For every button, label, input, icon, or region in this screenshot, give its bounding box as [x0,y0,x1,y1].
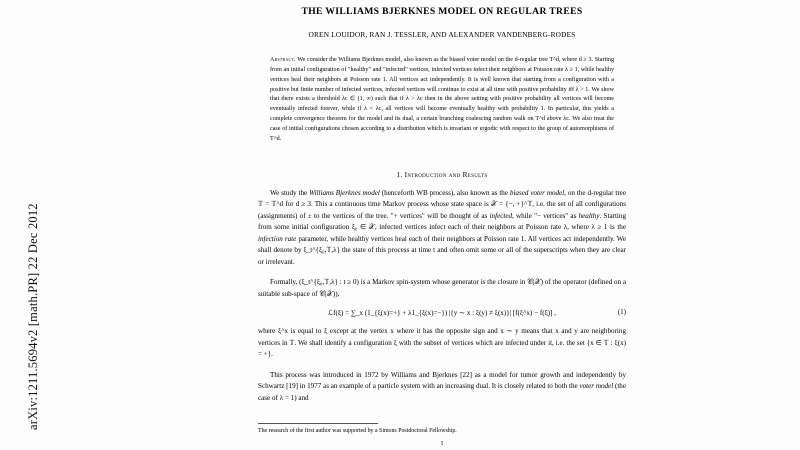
equation-number: (1) [617,308,626,317]
footnote-text: The research of the first author was supported by a Simons Postdoctoral Fellowship. [258,428,457,435]
page-title: THE WILLIAMS BJERKNES MODEL ON REGULAR TREES [301,6,583,17]
author-list: OREN LOUIDOR, RAN J. TESSLER, AND ALEXANDER VANDENBERG-RODES [308,30,576,39]
paragraph-4: This process was introduced in 1972 by Williams and Bjerknes [22] as a model for tumor growth and independently by Schwartz [19] in 1977 as an example of a particle system with an increasing dual. It is closely related to both the voter model (the case of λ = 1) and [258,370,626,402]
paragraph-2: Formally, (ξ_t^{ξ₀,𝕋,λ} : t ≥ 0) is a Markov spin-system whose generator is the closure in 𝒞(𝒳) of the operator (defined on a suitable sub-space of 𝒞(𝒳)), [258,278,626,298]
arxiv-stamp [0,0,40,450]
section-title: Introduction and Results [404,170,488,179]
abstract-text: We consider the Williams Bjerknes model, also known as the biased voter model on the d-regular tree T^d, where d ≥ 3. Starting from an initial configuration of "healthy" and "infected" vertices, infected vertices infect their neighbors at Poisson rate λ ≥ 1, while healthy vertices heal their neighbors at Poisson rate 1. All vertices act independently. It is well known that starting from a configuration with a positive but finite number of infected vertices, infected vertices will continue to exist at all time with positive probability iff λ > 1. We show that there exists a threshold λc ∈ (1, ∞) such that if λ > λc then in the above setting with positive probability all vertices will become eventually infected forever, while if λ < λc, all vertices will become eventually healthy with probability 1. In particular, this yields a complete convergence theorem for the model and its dual, a certain branching coalescing random walk on T^d above λc. We also treat the case of initial configurations chosen according to a distribution which is invariant or ergodic with respect to the group of automorphisms of T^d. [270,57,615,142]
abstract-block [270,56,614,145]
page-number: 1 [440,441,444,447]
footnote-rule [258,423,378,424]
arxiv-stamp-text: arXiv:1211.5694v2 [math.PR] 22 Dec 2012 [26,203,40,430]
display-equation [258,308,626,317]
paper-content [232,0,652,450]
paragraph-3: where ξ^x is equal to ξ except at the vertex x where it has the opposite sign and x ∼ y means that x and y are neighboring vertices in 𝕋. We shall identify a configuration ξ with the subset of vertices which are infected under it, i.e. the set {x ∈ 𝕋 : ξ(x) = +}. [258,327,626,359]
paragraph-1: We study the Williams Bjerknes model (henceforth WB process), also known as the biased voter model, on the d-regular tree 𝕋 = 𝕋^d for d ≥ 3. This a continuous time Markov process whose state space is 𝒳 = {−, +}^𝕋, i.e. the set of all configurations (assignments) of ± to the vertices of the tree. "+ vertices" will be thought of as infected, while "− vertices" as healthy. Starting from some initial configuration ξ₀ ∈ 𝒳, infected vertices infect each of their neighbors at Poisson rate λ, where λ ≥ 1 is the infection rate parameter, while healthy vertices heal each of their neighbors at Poisson rate 1. All vertices act independently. We shall denote by ξ_t^{ξ₀,𝕋,λ} the state of this process at time t and often omit some or all of the superscripts when they are clear or irrelevant. [258,188,626,266]
abstract-label: Abstract. [270,57,296,63]
equation-body: ℒf(ξ) = ∑_x (1_{ξ(x)=+} + λ1_{ξ(x)=−}) |{y ∼ x : ξ(y) ≠ ξ(x)}| [f(ξ^x) − f(ξ)] , [327,309,557,318]
section-number: 1. [396,170,403,179]
section-heading [232,171,652,179]
